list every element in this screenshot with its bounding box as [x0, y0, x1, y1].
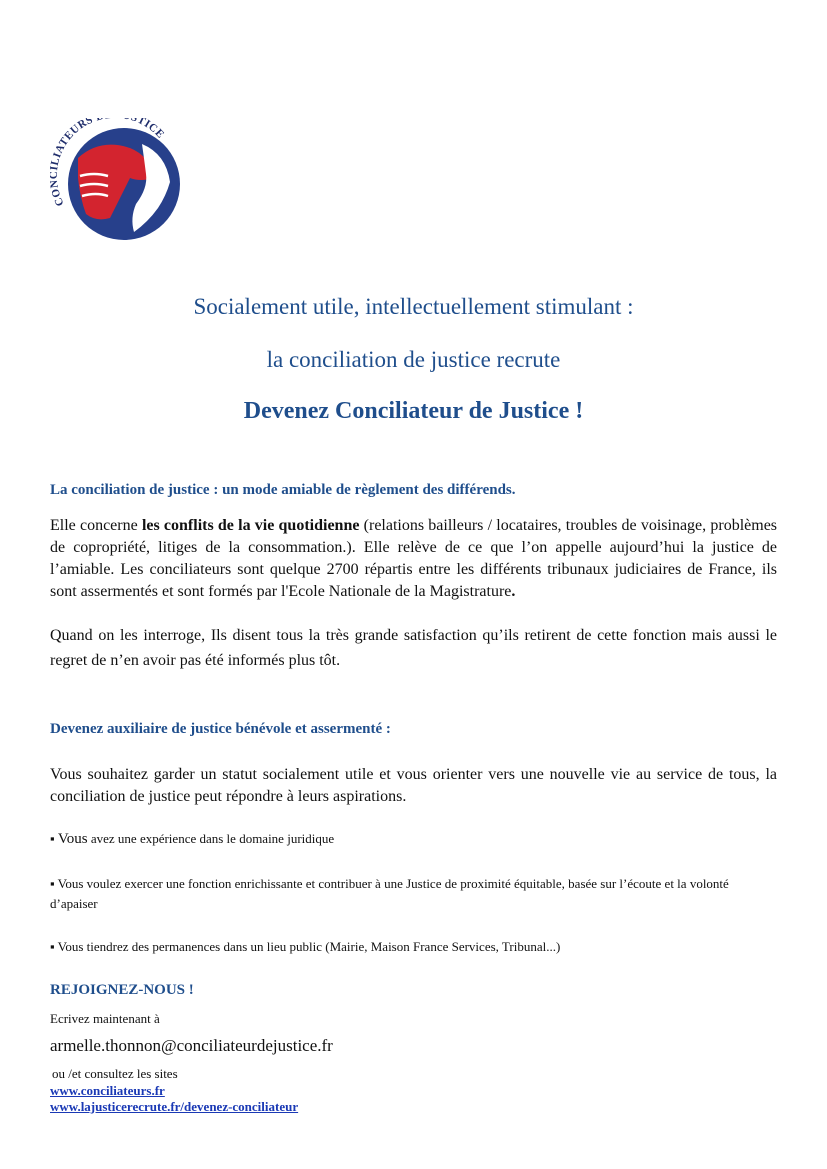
paragraph-period: .: [511, 583, 516, 600]
paragraph-lead: Elle concerne: [50, 517, 142, 534]
bullet-item-permanences: [50, 937, 777, 957]
bullet-lead: Vous: [57, 831, 88, 847]
section-heading-auxiliaire: Devenez auxiliaire de justice bénévole et assermenté :: [50, 721, 391, 737]
logo-arc-text: CO LIATEURS STICE: [50, 118, 167, 208]
title-line-1: Socialement utile, intellectuellement stimulant :: [193, 294, 634, 319]
consult-label: ou /et consultez les sites: [52, 1066, 178, 1081]
logo-emblem: [50, 118, 186, 242]
bullet-item-experience: [50, 829, 777, 849]
title-line-3: Devenez Conciliateur de Justice !: [243, 398, 584, 424]
bullet-text: Vous voulez exercer une fonction enrichissante et contribuer à une Justice de proximité équitable, basée sur l’écoute et la volonté d’apaiser: [50, 876, 729, 911]
paragraph-satisfaction: Quand on les interroge, Ils disent tous la très grande satisfaction qu’ils retirent de cette fonction mais aussi le regret de n’en avoir pas été informés plus tôt.: [50, 627, 777, 669]
paragraph-emphasis: les conflits de la vie quotidienne: [141, 517, 360, 534]
paragraph-body: (relations bailleurs / locataires, troubles de voisinage, problèmes de copropriété, litiges de la consommation.). Elle relève de ce que l’on appelle aujourd’hui la justice de l’amiable. Les conciliateurs sont quelque 2700 répartis entre les différents tribunaux judiciaires de France, ils sont assermentés et sont formés par l'Ecole Nationale de la Magistrature: [50, 517, 778, 600]
paragraph-aspirations: Vous souhaitez garder un statut socialement utile et vous orienter vers une nouvelle vie au service de tous, la conciliation de justice peut répondre à leurs aspirations.: [50, 766, 777, 805]
bullet-item-fonction: [50, 874, 777, 914]
write-label: Ecrivez maintenant à: [50, 1011, 160, 1026]
paragraph-conciliation-description: [50, 515, 777, 603]
contact-email[interactable]: armelle.thonnon@conciliateurdejustice.fr: [50, 1036, 333, 1055]
link-conciliateurs[interactable]: www.conciliateurs.fr: [50, 1083, 165, 1098]
bullet-mark: ▪: [50, 831, 55, 846]
title-line-2: la conciliation de justice recrute: [266, 347, 561, 372]
bullet-mark: ▪: [50, 876, 55, 891]
conciliateurs-de-justice-logo: [50, 118, 186, 242]
section-heading-conciliation: La conciliation de justice : un mode amiable de règlement des différends.: [50, 482, 516, 498]
bullet-text: Vous tiendrez des permanences dans un lieu public (Mairie, Maison France Services, Tribunal...): [57, 939, 561, 954]
bullet-mark: ▪: [50, 939, 55, 954]
bullet-text: avez une expérience dans le domaine juridique: [87, 831, 335, 846]
link-lajusticerecrute[interactable]: www.lajusticerecrute.fr/devenez-conciliateur: [50, 1099, 299, 1114]
call-to-action: REJOIGNEZ-NOUS !: [50, 982, 194, 998]
